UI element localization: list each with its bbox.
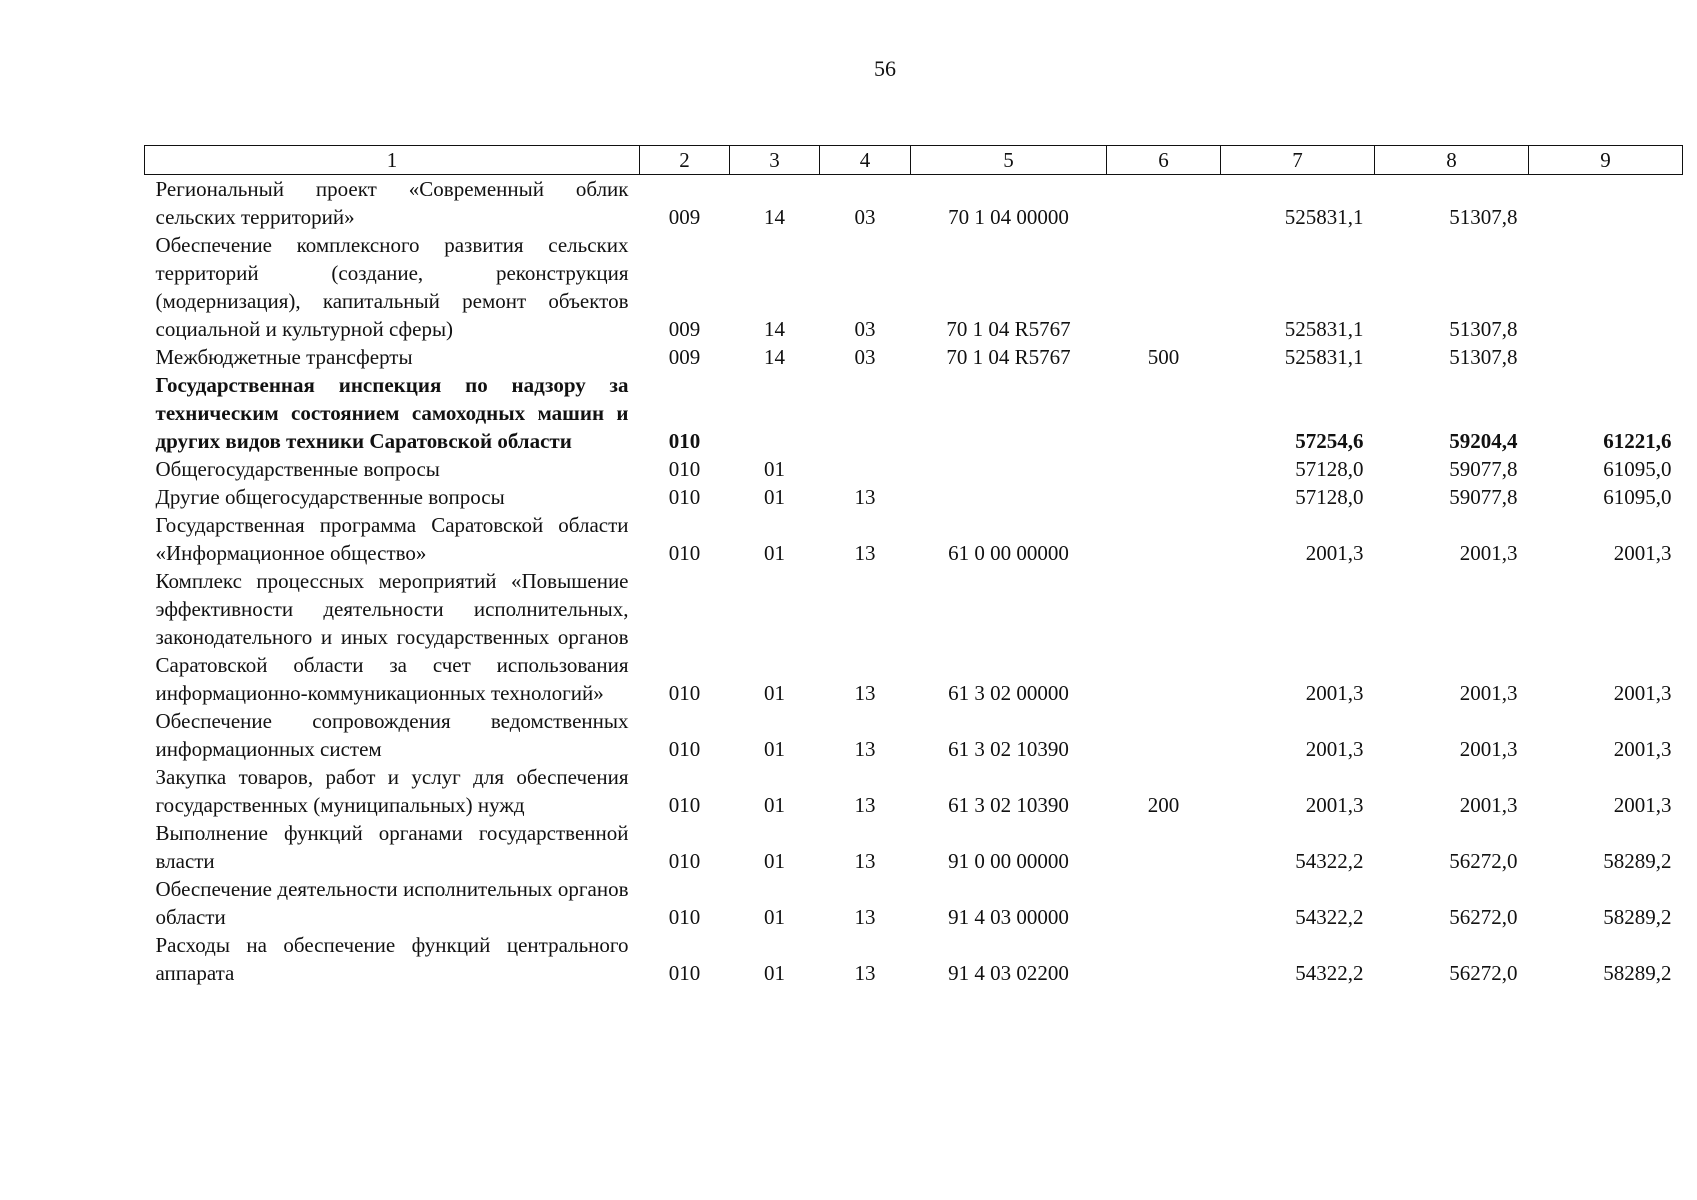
- row-name-cell: Обеспечение комплексного развития сельских территорий (создание, реконструкция (модернизация), капитальный ремонт объектов социальной и культурной сферы): [155, 233, 629, 341]
- amount-year-2-cell: 2001,3: [1459, 793, 1518, 817]
- section-code-cell: 01: [764, 457, 785, 481]
- ministry-code-cell: 010: [668, 737, 701, 761]
- expense-type-code-cell: [1107, 455, 1221, 483]
- subsection-code-cell: [820, 455, 911, 483]
- amount-year-3-cell: [1529, 343, 1683, 371]
- amount-year-1-cell: 57128,0: [1295, 485, 1364, 509]
- amount-year-2-cell: 2001,3: [1459, 541, 1518, 565]
- table-row: [145, 455, 1683, 483]
- section-code-cell: 14: [764, 345, 785, 369]
- amount-year-2-cell: 59077,8: [1449, 485, 1518, 509]
- amount-year-1-cell: 525831,1: [1284, 345, 1364, 369]
- subsection-code-cell: 03: [854, 205, 876, 229]
- expense-type-code-cell: [1107, 931, 1221, 987]
- target-item-code-cell: 91 0 00 00000: [948, 849, 1069, 873]
- subsection-code-cell: 13: [854, 541, 876, 565]
- header-cell-7: 7: [1221, 146, 1375, 175]
- amount-year-1-cell: 2001,3: [1305, 793, 1364, 817]
- amount-year-1-cell: 57254,6: [1295, 429, 1364, 453]
- amount-year-1-cell: 2001,3: [1305, 541, 1364, 565]
- amount-year-2-cell: 59204,4: [1449, 429, 1518, 453]
- amount-year-1-cell: 525831,1: [1284, 205, 1364, 229]
- target-item-code-cell: 70 1 04 R5767: [946, 317, 1071, 341]
- amount-year-2-cell: 56272,0: [1449, 849, 1518, 873]
- ministry-code-cell: 010: [668, 485, 701, 509]
- amount-year-1-cell: 2001,3: [1305, 681, 1364, 705]
- amount-year-2-cell: 51307,8: [1449, 317, 1518, 341]
- expense-type-code-cell: 500: [1147, 345, 1180, 369]
- row-name-cell: Государственная программа Саратовской области «Информационное общество»: [155, 513, 629, 565]
- amount-year-3-cell: 61095,0: [1603, 457, 1672, 481]
- subsection-code-cell: 13: [854, 737, 876, 761]
- subsection-code-cell: 13: [854, 905, 876, 929]
- table-body: [145, 175, 1683, 988]
- table-row: [145, 511, 1683, 567]
- amount-year-2-cell: 2001,3: [1459, 681, 1518, 705]
- expense-type-code-cell: [1107, 819, 1221, 875]
- amount-year-2-cell: 51307,8: [1449, 345, 1518, 369]
- target-item-code-cell: 61 3 02 10390: [948, 793, 1069, 817]
- amount-year-3-cell: 2001,3: [1613, 793, 1672, 817]
- expense-type-code-cell: [1107, 371, 1221, 455]
- table-row: [145, 343, 1683, 371]
- expense-type-code-cell: [1107, 707, 1221, 763]
- section-code-cell: [730, 371, 820, 455]
- amount-year-1-cell: 54322,2: [1295, 849, 1364, 873]
- row-name-cell: Расходы на обеспечение функций центрального аппарата: [155, 933, 629, 985]
- amount-year-1-cell: 54322,2: [1295, 905, 1364, 929]
- section-code-cell: 01: [764, 485, 785, 509]
- amount-year-3-cell: 61221,6: [1603, 429, 1672, 453]
- table-row: [145, 483, 1683, 511]
- table-row: [145, 371, 1683, 455]
- row-name-cell: Закупка товаров, работ и услуг для обеспечения государственных (муниципальных) нужд: [155, 765, 629, 817]
- subsection-code-cell: 13: [854, 681, 876, 705]
- ministry-code-cell: 010: [668, 681, 701, 705]
- row-name-cell: Общегосударственные вопросы: [155, 457, 440, 481]
- amount-year-1-cell: 57128,0: [1295, 457, 1364, 481]
- expense-type-code-cell: 200: [1147, 793, 1180, 817]
- amount-year-2-cell: 2001,3: [1459, 737, 1518, 761]
- page-number: 56: [874, 56, 896, 81]
- header-cell-5: 5: [911, 146, 1107, 175]
- ministry-code-cell: 009: [668, 205, 701, 229]
- expense-type-code-cell: [1107, 567, 1221, 707]
- ministry-code-cell: 010: [668, 457, 701, 481]
- expense-type-code-cell: [1107, 483, 1221, 511]
- amount-year-3-cell: 61095,0: [1603, 485, 1672, 509]
- section-code-cell: 01: [764, 793, 785, 817]
- amount-year-2-cell: 59077,8: [1449, 457, 1518, 481]
- amount-year-3-cell: [1529, 231, 1683, 343]
- table-row: [145, 763, 1683, 819]
- row-name-cell: Выполнение функций органами государственной власти: [155, 821, 629, 873]
- amount-year-3-cell: 58289,2: [1603, 961, 1672, 985]
- table-row: [145, 175, 1683, 232]
- row-name-cell: Обеспечение деятельности исполнительных органов области: [155, 877, 629, 929]
- target-item-code-cell: [911, 371, 1107, 455]
- amount-year-2-cell: 56272,0: [1449, 905, 1518, 929]
- subsection-code-cell: 13: [854, 485, 876, 509]
- header-cell-2: 2: [640, 146, 730, 175]
- amount-year-1-cell: 54322,2: [1295, 961, 1364, 985]
- ministry-code-cell: 010: [668, 541, 701, 565]
- amount-year-3-cell: 2001,3: [1613, 541, 1672, 565]
- ministry-code-cell: 010: [668, 961, 701, 985]
- table-row: [145, 875, 1683, 931]
- amount-year-3-cell: 2001,3: [1613, 681, 1672, 705]
- ministry-code-cell: 009: [668, 345, 701, 369]
- target-item-code-cell: 91 4 03 02200: [948, 961, 1069, 985]
- section-code-cell: 14: [764, 317, 785, 341]
- amount-year-3-cell: 2001,3: [1613, 737, 1672, 761]
- ministry-code-cell: 009: [668, 317, 701, 341]
- target-item-code-cell: 61 0 00 00000: [948, 541, 1069, 565]
- table-row: [145, 231, 1683, 343]
- section-code-cell: 01: [764, 905, 785, 929]
- header-cell-1: 1: [145, 146, 640, 175]
- section-code-cell: 01: [764, 849, 785, 873]
- target-item-code-cell: [911, 483, 1107, 511]
- expense-type-code-cell: [1107, 511, 1221, 567]
- expense-type-code-cell: [1107, 875, 1221, 931]
- row-name-cell: Комплекс процессных мероприятий «Повышение эффективности деятельности исполнительных, законодательного и иных государственных органов Саратовской области за счет использования информационно-коммуникационных технологий»: [155, 569, 629, 705]
- amount-year-3-cell: [1529, 175, 1683, 232]
- expense-type-code-cell: [1107, 175, 1221, 232]
- amount-year-3-cell: 58289,2: [1603, 905, 1672, 929]
- expense-type-code-cell: [1107, 231, 1221, 343]
- target-item-code-cell: 61 3 02 10390: [948, 737, 1069, 761]
- target-item-code-cell: 70 1 04 00000: [948, 205, 1069, 229]
- subsection-code-cell: 13: [854, 849, 876, 873]
- header-cell-8: 8: [1375, 146, 1529, 175]
- ministry-code-cell: 010: [668, 849, 701, 873]
- ministry-code-cell: 010: [668, 429, 701, 453]
- table-row: [145, 707, 1683, 763]
- subsection-code-cell: 13: [854, 793, 876, 817]
- amount-year-2-cell: 51307,8: [1449, 205, 1518, 229]
- amount-year-2-cell: 56272,0: [1449, 961, 1518, 985]
- header-cell-6: 6: [1107, 146, 1221, 175]
- amount-year-3-cell: 58289,2: [1603, 849, 1672, 873]
- header-cell-9: 9: [1529, 146, 1683, 175]
- header-cell-4: 4: [820, 146, 911, 175]
- row-name-cell: Региональный проект «Современный облик сельских территорий»: [155, 177, 629, 229]
- section-code-cell: 01: [764, 737, 785, 761]
- section-code-cell: 01: [764, 961, 785, 985]
- budget-table: [144, 145, 1683, 987]
- target-item-code-cell: 70 1 04 R5767: [946, 345, 1071, 369]
- row-name-cell: Государственная инспекция по надзору за техническим состоянием самоходных машин и других видов техники Саратовской области: [155, 373, 629, 453]
- subsection-code-cell: [820, 371, 911, 455]
- subsection-code-cell: 13: [854, 961, 876, 985]
- target-item-code-cell: 91 4 03 00000: [948, 905, 1069, 929]
- ministry-code-cell: 010: [668, 905, 701, 929]
- row-name-cell: Обеспечение сопровождения ведомственных информационных систем: [155, 709, 629, 761]
- header-cell-3: 3: [730, 146, 820, 175]
- row-name-cell: Другие общегосударственные вопросы: [155, 485, 505, 509]
- ministry-code-cell: 010: [668, 793, 701, 817]
- target-item-code-cell: 61 3 02 00000: [948, 681, 1069, 705]
- section-code-cell: 01: [764, 541, 785, 565]
- header-row: [145, 146, 1683, 175]
- subsection-code-cell: 03: [854, 317, 876, 341]
- subsection-code-cell: 03: [854, 345, 876, 369]
- section-code-cell: 14: [764, 205, 785, 229]
- amount-year-1-cell: 2001,3: [1305, 737, 1364, 761]
- row-name-cell: Межбюджетные трансферты: [155, 345, 413, 369]
- table-row: [145, 819, 1683, 875]
- table-row: [145, 567, 1683, 707]
- section-code-cell: 01: [764, 681, 785, 705]
- table-row: [145, 931, 1683, 987]
- amount-year-1-cell: 525831,1: [1284, 317, 1364, 341]
- target-item-code-cell: [911, 455, 1107, 483]
